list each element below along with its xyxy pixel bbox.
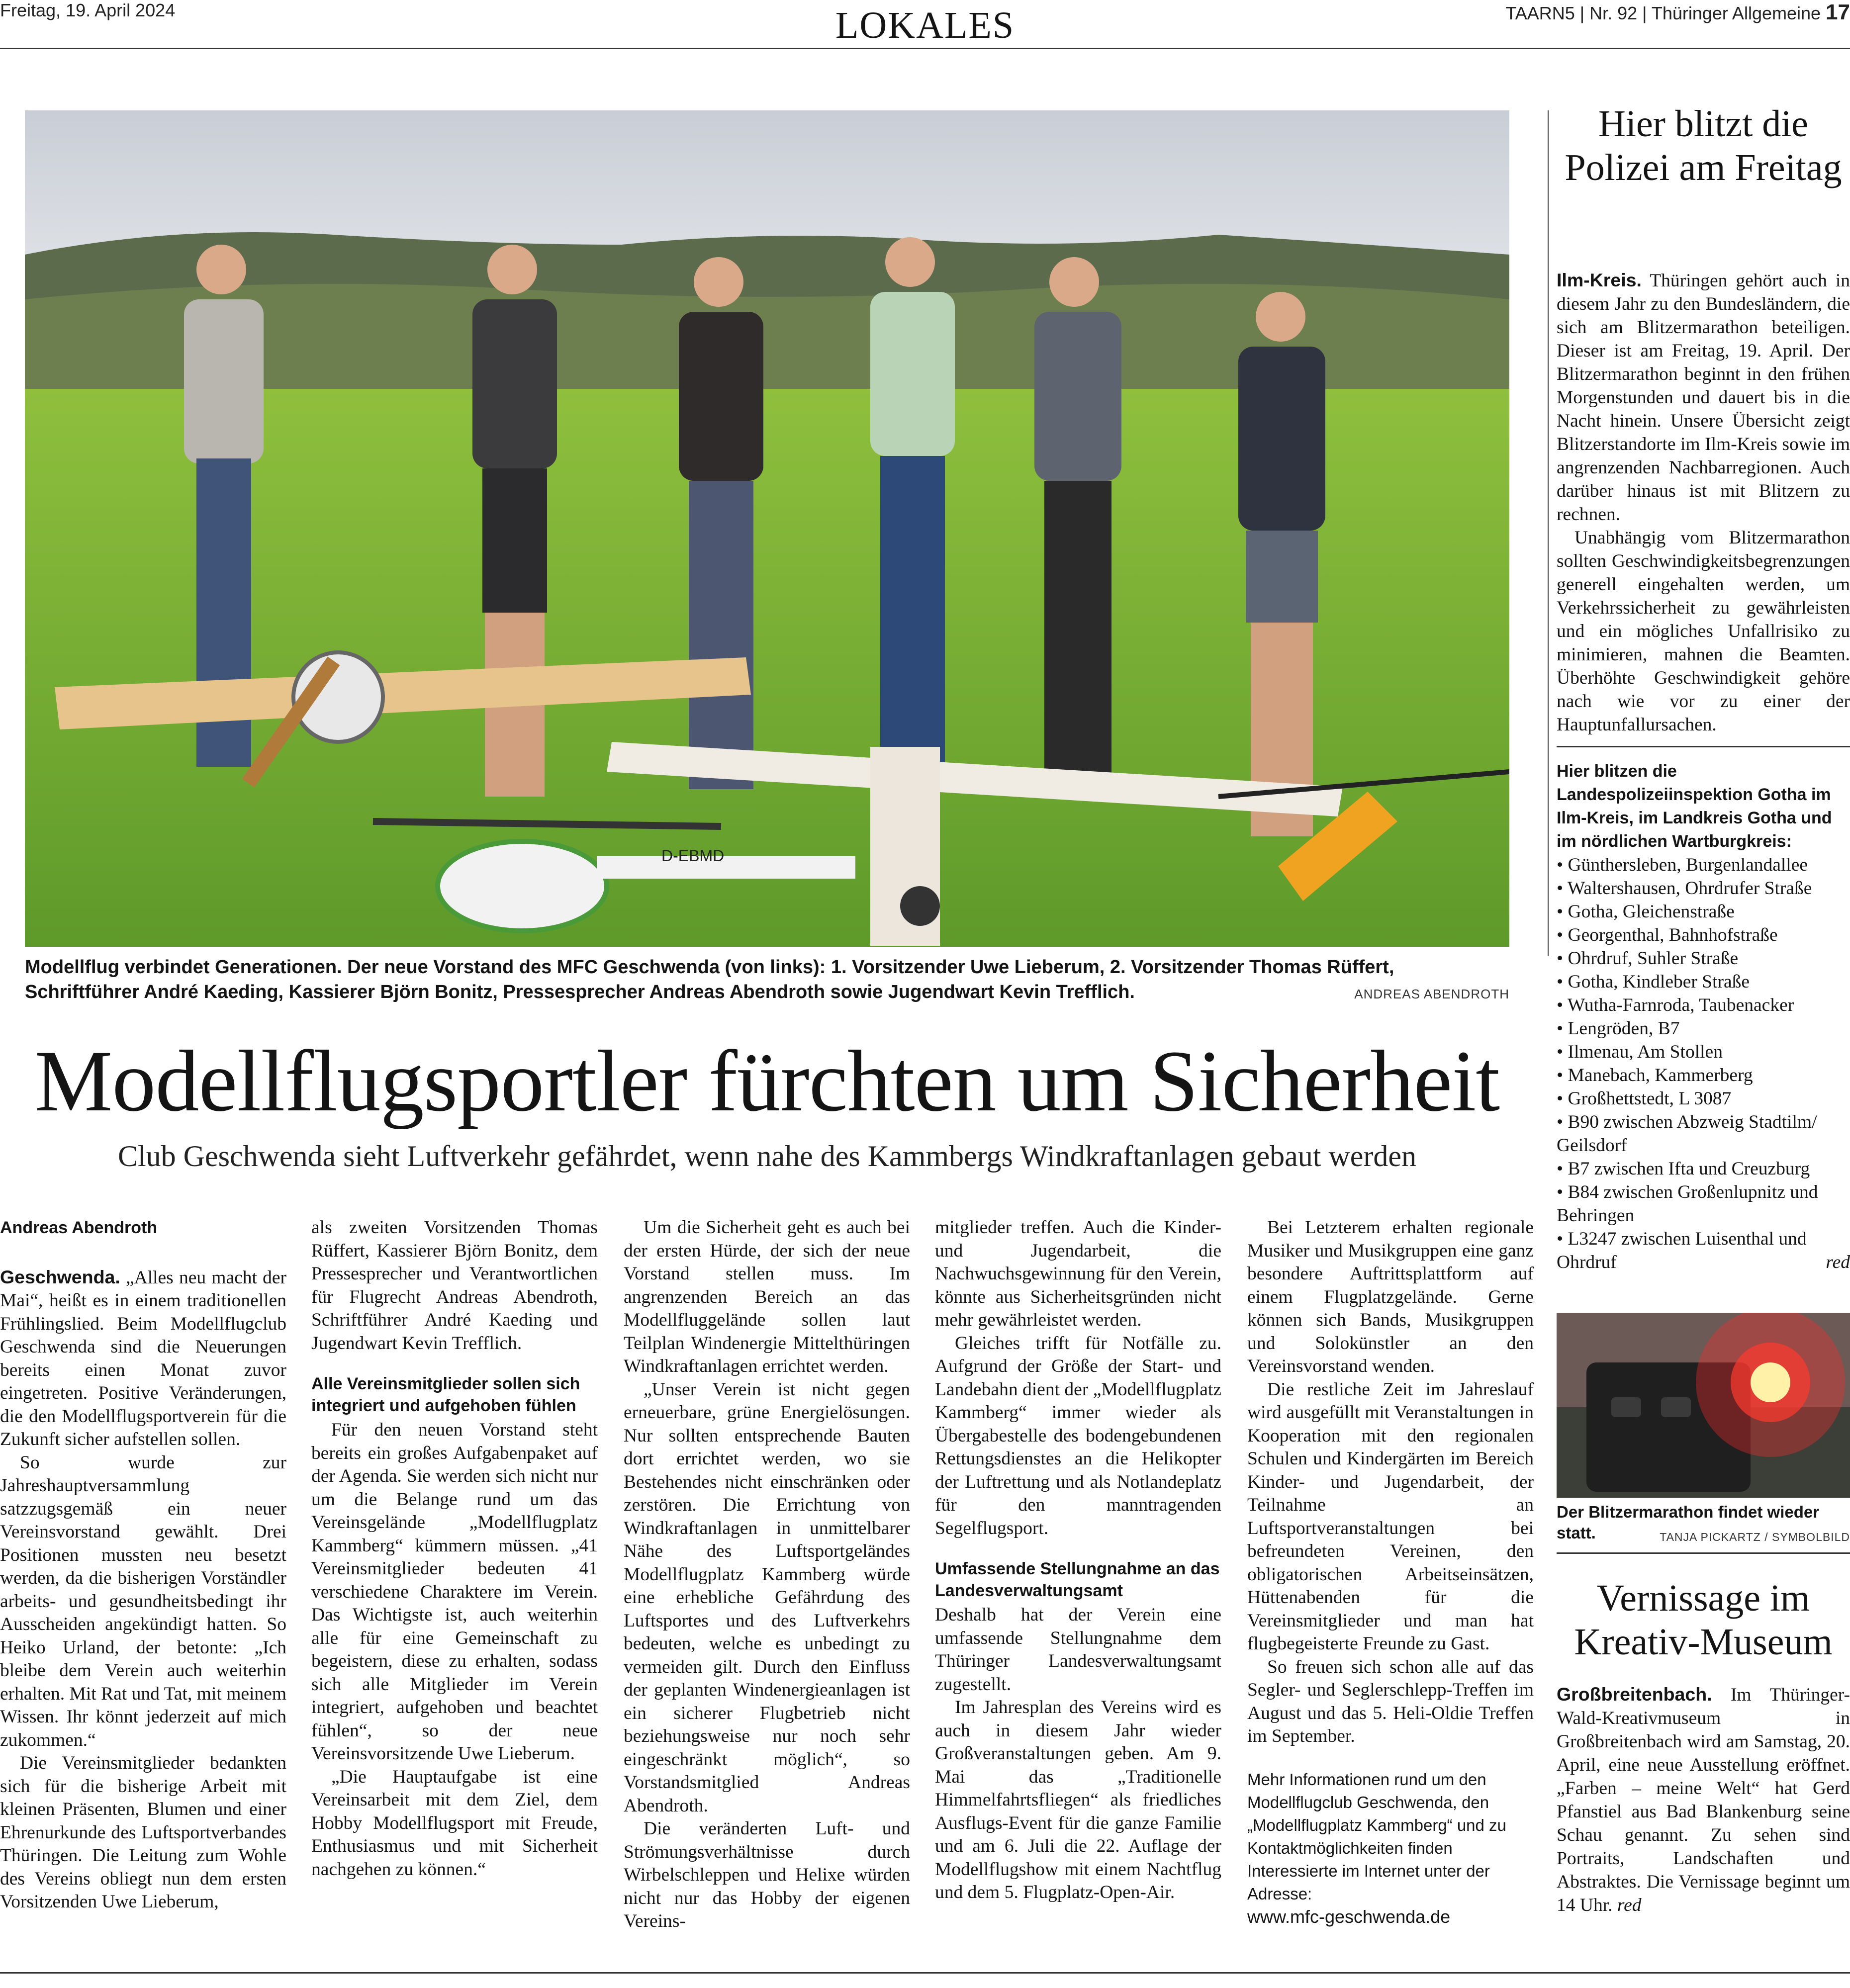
article-paragraph: „Die Hauptaufgabe ist eine Vereinsarbeit mit dem Ziel, dem Hobby Modellflugsport mit Freude, Enthusiasmus und mit Sicherheit nachgehen zu können.“	[311, 1766, 598, 1880]
article-paragraph: So freuen sich schon alle auf das Segler- und Seglerschlepp-Treffen im August und das 5. Heli-Oldie Treffen im September.	[1247, 1656, 1534, 1746]
speed-camera-location: • Gotha, Gleichenstraße	[1557, 900, 1850, 923]
section-title: LOKALES	[835, 4, 1015, 46]
article-headline: Modellflugsportler fürchten um Sicherheit	[34, 1033, 1500, 1130]
article-paragraph: Deshalb hat der Verein eine umfassende Stellungnahme dem Thüringer Landesverwaltungsamt zugestellt.	[935, 1605, 1221, 1695]
speed-camera-list-heading: Hier blitzen die Landespolizeiinspektion Gotha im Ilm-Kreis, im Landkreis Gotha und im nördlichen Wartburgkreis:	[1557, 762, 1832, 851]
speed-camera-location: • Waltershausen, Ohrdrufer Straße	[1557, 877, 1850, 900]
person-4	[870, 237, 955, 784]
article-column-5	[1247, 1216, 1534, 1929]
sidebar-dateline: Ilm-Kreis.	[1557, 270, 1642, 290]
sidebar-rule	[1557, 1552, 1850, 1554]
article-paragraph: Für den neuen Vorstand steht bereits ein großes Aufgabenpaket auf der Agenda. Sie werden sich nicht nur um die Belange rund um das Vereinsgelände „Modellflugplatz Kammberg“ kümmern müssen. „41 Vereinsmitglieder bedeuten 41 verschiedene Charaktere im Verein. Das Wichtigste ist, auch weiterhin alle für eine Gemeinschaft zu begeistern, diese zu erhalten, sodass sich alle Mitglieder im Verein integriert, aufgehoben und beachtet fühlen“, so der neue Vereinsvorsitzende Uwe Lieberum.	[311, 1420, 598, 1764]
article-paragraph: Die veränderten Luft- und Strömungsverhältnisse durch Wirbelschleppen und Helixe würden nicht nur das Hobby der eigenen Vereins-	[624, 1818, 910, 1931]
info-text: Mehr Informationen rund um den Modellflugclub Geschwenda, den „Modellflugplatz Kammberg“ und zu Kontaktmöglichkeiten finden Interessierte im Internet unter der Adresse:	[1247, 1770, 1506, 1903]
article-subheadline: Club Geschwenda sieht Luftverkehr gefährdet, wenn nahe des Kammbergs Windkraftanlagen gebaut werden	[117, 1140, 1417, 1173]
sidebar-headline-vernissage: Vernissage im Kreativ-Museum	[1574, 1577, 1833, 1663]
sidebar-paragraph	[1557, 1683, 1850, 1917]
speed-camera-location: • Günthersleben, Burgenlandallee	[1557, 853, 1850, 877]
edition-info	[1505, 0, 1850, 25]
caption-text: Der Blitzermarathon findet wieder statt.	[1557, 1503, 1820, 1542]
sidebar-headline-speed-cameras: Hier blitzt die Polizei am Freitag	[1565, 103, 1842, 188]
article-paragraph: Die Vereinsmitglieder bedankten sich für die bisherige Arbeit mit kleinen Präsenten, Blumen und einer Ehrenurkunde des Luftsportverbandes Thüringen. Die Leitung zum Wohle des Vereins obliegt nun dem ersten Vorsitzenden Uwe Lieberum,	[0, 1753, 286, 1912]
photo-credit: TANJA PICKARTZ / SYMBOLBILD	[1660, 1531, 1850, 1543]
article-paragraph: „Unser Verein ist nicht gegen erneuerbare, grüne Energielösungen. Nur sollten entsprechende Bauten dort errichtet werden, wo sie Bestehendes nicht einschränken oder zerstören. Die Errichtung von Windkraftanlagen in unmittelbarer Nähe des Luftsportgeländes Modellflugplatz Kammberg würde eine erhebliche Gefährdung des Luftsportes und des Luftverkehrs bedeuten, welche es unbedingt zu vermeiden gilt. Durch den Einfluss der geplanten Windenergieanlagen ist ein sicherer Flugbetrieb nicht beziehungsweise nur noch sehr eingeschränkt möglich“, so Vorstandsmitglied Andreas Abendroth.	[624, 1379, 910, 1816]
info-box	[1247, 1768, 1534, 1929]
speed-camera-location: • Lengröden, B7	[1557, 1017, 1850, 1040]
location-text: L3247 zwischen Luisenthal und Ohrdruf	[1557, 1229, 1807, 1272]
article-column-3	[624, 1216, 910, 1933]
article-paragraph: Bei Letzterem erhalten regionale Musiker und Musikgruppen eine ganz besondere Auftrittsplattform auf einem Flugplatzgelände. Gerne können sich Bands, Musikgruppen und Solokünstler an den Vereinsvorstand wenden.	[1247, 1217, 1534, 1376]
article-paragraph: Um die Sicherheit geht es auch bei der ersten Hürde, der sich der neue Vorstand stellen muss. Im angrenzenden Bereich an das Modellfluggelände sollen laut Teilplan Windenergie Mittelthüringen Windkraftanlagen errichtet werden.	[624, 1217, 910, 1376]
article-paragraph: als zweiten Vorsitzenden Thomas Rüffert, Kassierer Björn Bonitz, dem Pressesprecher und Verantwortlichen für Flugrecht Andreas Abendroth, Schriftführer André Kaeding und Jugendwart Kevin Trefflich.	[311, 1217, 598, 1354]
column-divider	[1548, 110, 1549, 956]
sidebar-paragraph: Unabhängig vom Blitzermarathon sollten Geschwindigkeitsbegrenzungen generell eingehalten werden, um Verkehrssicherheit zu gewährleisten und ein mögliches Unfallrisiko zu minimieren, mahnen die Beamten. Überhöhte Geschwindigkeit gehöre nach wie vor zu einer der Hauptunfallursachen.	[1557, 528, 1850, 735]
person-3	[679, 257, 763, 789]
speed-camera-location	[1557, 1227, 1850, 1274]
dateline: Geschwenda.	[0, 1266, 120, 1287]
speed-camera-location: • Ohrdruf, Suhler Straße	[1557, 947, 1850, 970]
header-rule	[0, 48, 1850, 49]
heli-registration: D-EBMD	[661, 847, 725, 865]
paragraph-text: Thüringen gehört auch in diesem Jahr zu den Bundesländern, die sich am Blitzermarathon beteiligen. Dieser ist am Freitag, 19. April. Der Blitzermarathon beginnt in den frühen Morgenstunden und dauert bis in die Nacht hinein. Unsere Übersicht zeigt Blitzerstandorte im Ilm-Kreis sowie im angrenzenden Nachbarregionen. Auch darüber hinaus ist mit Blitzern zu rechnen.	[1557, 271, 1850, 525]
footer-rule	[0, 1972, 1850, 1974]
byline: Andreas Abendroth	[0, 1218, 158, 1237]
author-sign: red	[1617, 1895, 1642, 1915]
main-photo	[25, 110, 1509, 947]
speed-camera-location: • Manebach, Kammerberg	[1557, 1064, 1850, 1087]
speed-camera-location: • Großhettstedt, L 3087	[1557, 1087, 1850, 1110]
speed-camera-image	[1557, 1313, 1850, 1498]
speed-camera-location: • Gotha, Kindleber Straße	[1557, 970, 1850, 994]
speed-camera-location: • Georgenthal, Bahnhofstraße	[1557, 923, 1850, 947]
article-paragraph: mitglieder treffen. Auch die Kinder- und Jugendarbeit, die Nachwuchsgewinnung für den Verein, könnte aus Sicherheitsgründen nicht mehr gewährleistet werden.	[935, 1217, 1221, 1330]
article-subheading: Umfassende Stellungnahme an das Landesverwaltungsamt	[935, 1559, 1220, 1600]
person-6	[1238, 292, 1325, 836]
photo-credit: ANDREAS ABENDROTH	[1354, 987, 1509, 1001]
article-column-4	[935, 1216, 1221, 1904]
speed-camera-photo-caption	[1557, 1502, 1850, 1547]
article-column-1	[0, 1216, 286, 1914]
sidebar-article-speed-cameras	[1557, 269, 1850, 736]
issue-date: Freitag, 19. April 2024	[0, 0, 176, 20]
person-5	[1034, 257, 1121, 789]
article-column-2	[311, 1216, 598, 1881]
speed-camera-locations	[1557, 853, 1850, 1274]
article-subheading: Alle Vereinsmitglieder sollen sich integriert und aufgehoben fühlen	[311, 1374, 580, 1415]
sidebar-rule	[1557, 746, 1850, 747]
speed-camera-list-box	[1557, 760, 1850, 1274]
sidebar-article-vernissage	[1557, 1683, 1850, 1917]
club-board-photo	[25, 110, 1509, 947]
speed-camera-photo	[1557, 1313, 1850, 1498]
sidebar-dateline: Großbreitenbach.	[1557, 1684, 1712, 1705]
speed-camera-location: • Ilmenau, Am Stollen	[1557, 1040, 1850, 1064]
page-number: 17	[1826, 0, 1850, 24]
article-paragraph: Die restliche Zeit im Jahreslauf wird ausgefüllt mit Veranstaltungen in Kooperation mit den regionalen Schulen und Kindergärten im Bereich Kinder- und Jugendarbeit, der Teilnahme an Luftsportveranstaltungen bei befreundeten Vereinen, den obligatorischen Arbeitseinsätzen, Hüttenabenden für die Vereinsmitglieder und man hat flugbegeisterte Freunde zu Gast.	[1247, 1379, 1534, 1654]
speed-camera-location: • Wutha-Farnroda, Taubenacker	[1557, 994, 1850, 1017]
author-sign: red	[1826, 1252, 1850, 1272]
paragraph-text: Im Thüringer-Wald-Kreativmuseum in Großbreitenbach wird am Samstag, 20. April, eine neue Ausstellung eröffnet. „Farben – meine Welt“ hat Gerd Pfanstiel aus Bad Blankenburg seine Schau genannt. Zu sehen sind Portraits, Landschaften und Abstraktes. Die Vernissage beginnt um 14 Uhr.	[1557, 1685, 1850, 1915]
paragraph-text: „Alles neu macht der Mai“, heißt es in einem traditionellen Frühlingslied. Beim Modellflugclub Geschwenda sind die Neuerungen bereits einen Monat zuvor eingetreten. Positive Veränderungen, die den Modellflugsportverein für die Zukunft sicher aufstellen sollen.	[0, 1267, 287, 1449]
person-2	[472, 245, 557, 797]
speed-camera-location: • B90 zwischen Abzweig Stadtilm/ Geilsdorf	[1557, 1110, 1850, 1157]
article-paragraph	[0, 1265, 286, 1451]
sidebar-paragraph	[1557, 269, 1850, 526]
article-paragraph: Gleiches trifft für Notfälle zu. Aufgrund der Größe der Start- und Landebahn dient der „Modellflugplatz Kammberg“ immer wieder als Übergabestelle des bodengebundenen Rettungsdienstes an die Helikopter der Luftrettung und als Notlandeplatz für den manntragenden Segelflugsport.	[935, 1333, 1221, 1538]
website-link[interactable]: www.mfc-geschwenda.de	[1247, 1906, 1451, 1927]
article-paragraph: Im Jahresplan des Vereins wird es auch in diesem Jahr wieder Großveranstaltungen geben. Am 9. Mai das „Traditionelle Himmelfahrtsfliegen“ als friedliches Ausflugs-Event für die ganze Familie und am 6. Juli die 22. Auflage der Modellflugshow mit einem Nachtflug und dem 5. Flugplatz-Open-Air.	[935, 1697, 1221, 1902]
edition-label: TAARN5 | Nr. 92 | Thüringer Allgemeine	[1505, 3, 1821, 23]
speed-camera-location: • B84 zwischen Großenlupnitz und Behringen	[1557, 1180, 1850, 1227]
article-paragraph: So wurde zur Jahreshauptversammlung satzzugsgemäß ein neuer Vereinsvorstand gewählt. Drei Positionen mussten neu besetzt werden, da die bisherigen Vorständler arbeits- und gesundheitsbedingt ihr Ausscheiden angekündigt hatten. So Heiko Urland, der betonte: „Ich bleibe dem Verein auch weiterhin erhalten. Mit Rat und Tat, mit meinem Wissen. Ihr könnt jederzeit auf mich zukommen.“	[0, 1452, 286, 1750]
photo-caption: Modellflug verbindet Generationen. Der neue Vorstand des MFC Geschwenda (von links): 1. Vorsitzender Uwe Lieberum, 2. Vorsitzender Thomas Rüffert, Schriftführer André Kaeding, Kassierer Björn Bonitz, Pressesprecher Andreas Abendroth sowie Jugendwart Kevin Trefflich.	[25, 957, 1394, 1002]
speed-camera-location: • B7 zwischen Ifta und Creuzburg	[1557, 1157, 1850, 1180]
